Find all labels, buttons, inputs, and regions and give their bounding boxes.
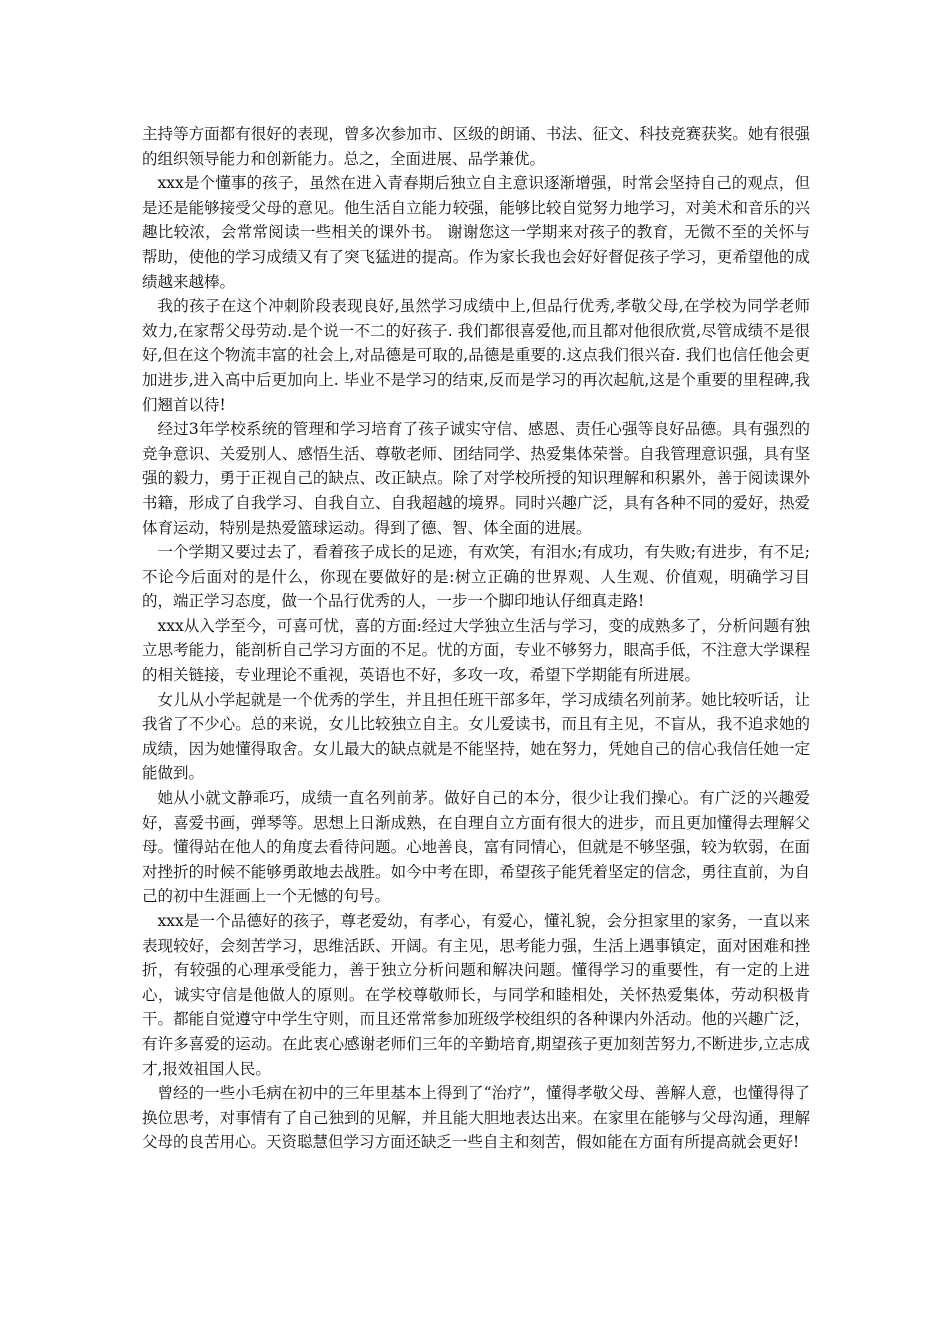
paragraph-1: 主持等方面都有很好的表现，曾多次参加市、区级的朗诵、书法、征文、科技竞赛获奖。她有很强的组织领导能力和创新能力。总之，全面进展、品学兼优。 (142, 125, 810, 168)
paragraph-5: 一个学期又要过去了，看着孩子成长的足迹，有欢笑，有泪水;有成功，有失败;有进步，有不足;不论今后面对的是什么，你现在要做好的是:树立正确的世界观、人生观、价值观，明确学习目的，端正学习态度，做一个品行优秀的人，一步一个脚印地认仔细真走路! (142, 543, 810, 611)
paragraph-8: 她从小就文静乖巧，成绩一直名列前茅。做好自己的本分，很少让我们操心。有广泛的兴趣爱好，喜爱书画，弹琴等。思想上日渐成熟，在自理自立方面有很大的进步，而且更加懂得去理解父母。懂得站在他人的角度去看待问题。心地善良，富有同情心，但就是不够坚强，较为软弱，在面对挫折的时候不能够勇敢地去战胜。如今中考在即，希望孩子能凭着坚定的信念，勇往直前，为自己的初中生涯画上一个无憾的句号。 (142, 789, 810, 906)
paragraph-6: xxx从入学至今，可喜可忧，喜的方面:经过大学独立生活与学习，变的成熟多了，分析问题有独立思考能力，能剖析自己学习方面的不足。忧的方面，专业不够努力，眼高手低，不注意大学课程的相关链接，专业理论不重视，英语也不好，多攻一攻，希望下学期能有所进展。 (142, 616, 810, 685)
paragraph-4: 经过3年学校系统的管理和学习培育了孩子诚实守信、感恩、责任心强等良好品德。具有强烈的竞争意识、关爱别人、感悟生活、尊敬老师、团结同学、热爱集体荣誉。自我管理意识强，具有坚强的毅力，勇于正视自己的缺点、改正缺点。除了对学校所授的知识理解和积累外，善于阅读课外书籍，形成了自我学习、自我自立、自我超越的境界。同时兴趣广泛，具有各种不同的爱好，热爱体育运动，特别是热爱篮球运动。得到了德、智、体全面的进展。 (142, 420, 810, 537)
paragraph-7: 女儿从小学起就是一个优秀的学生，并且担任班干部多年，学习成绩名列前茅。她比较听话，让我省了不少心。总的来说，女儿比较独立自主。女儿爱读书，而且有主见，不盲从，我不追求她的成绩，因为她懂得取舍。女儿最大的缺点就是不能坚持，她在努力，凭她自己的信心我信任她一定能做到。 (142, 690, 810, 783)
paragraph-10: 曾经的一些小毛病在初中的三年里基本上得到了“治疗”，懂得孝敬父母、善解人意，也懂得得了换位思考，对事情有了自己独到的见解，并且能大胆地表达出来。在家里在能够与父母沟通，理解父母的良苦用心。天资聪慧但学习方面还缺乏一些自主和刻苦，假如能在方面有所提高就会更好! (142, 1084, 810, 1152)
paragraph-9: xxx是一个品德好的孩子，尊老爱幼，有孝心，有爱心，懂礼貌，会分担家里的家务，一直以来表现较好，会刻苦学习，思维活跃、开阔。有主见，思考能力强，生活上遇事镇定，面对困难和挫折，有较强的心理承受能力，善于独立分析问题和解决问题。懂得学习的重要性，有一定的上进心，诚实守信是他做人的原则。在学校尊敬师长，与同学和睦相处，关怀热爱集体，劳动积极肯干。都能自觉遵守中学生守则，而且还常常参加班级学校组织的各种课内外活动。他的兴趣广泛，有许多喜爱的运动。在此衷心感谢老师们三年的辛勤培育,期望孩子更加刻苦努力,不断进步,立志成才,报效祖国人民。 (142, 912, 810, 1078)
paragraph-2: xxx是个懂事的孩子，虽然在进入青春期后独立自主意识逐渐增强，时常会坚持自己的观点，但是还是能够接受父母的意见。他生活自立能力较强，能够比较自觉努力地学习，对美术和音乐的兴趣比较浓，会常常阅读一些相关的课外书。 谢谢您这一学期来对孩子的教育，无微不至的关怀与帮助，使他的学习成绩又有了突飞猛进的提高。作为家长我也会好好督促孩子学习，更希望他的成绩越来越棒。 (142, 174, 810, 291)
paragraph-3: 我的孩子在这个冲刺阶段表现良好,虽然学习成绩中上,但品行优秀,孝敬父母,在学校为同学老师效力,在家帮父母劳动.是个说一不二的好孩子. 我们都很喜爱他,而且都对他很欣赏,尽管成绩不是很好,但在这个物流丰富的社会上,对品德是可取的,品德是重要的.这点我们很兴奋. 我们也信任他会更加进步,进入高中后更加向上. 毕业不是学习的结束,反而是学习的再次起航,这是个重要的里程碑,我们翘首以待! (142, 297, 810, 414)
document-body (142, 122, 810, 1155)
